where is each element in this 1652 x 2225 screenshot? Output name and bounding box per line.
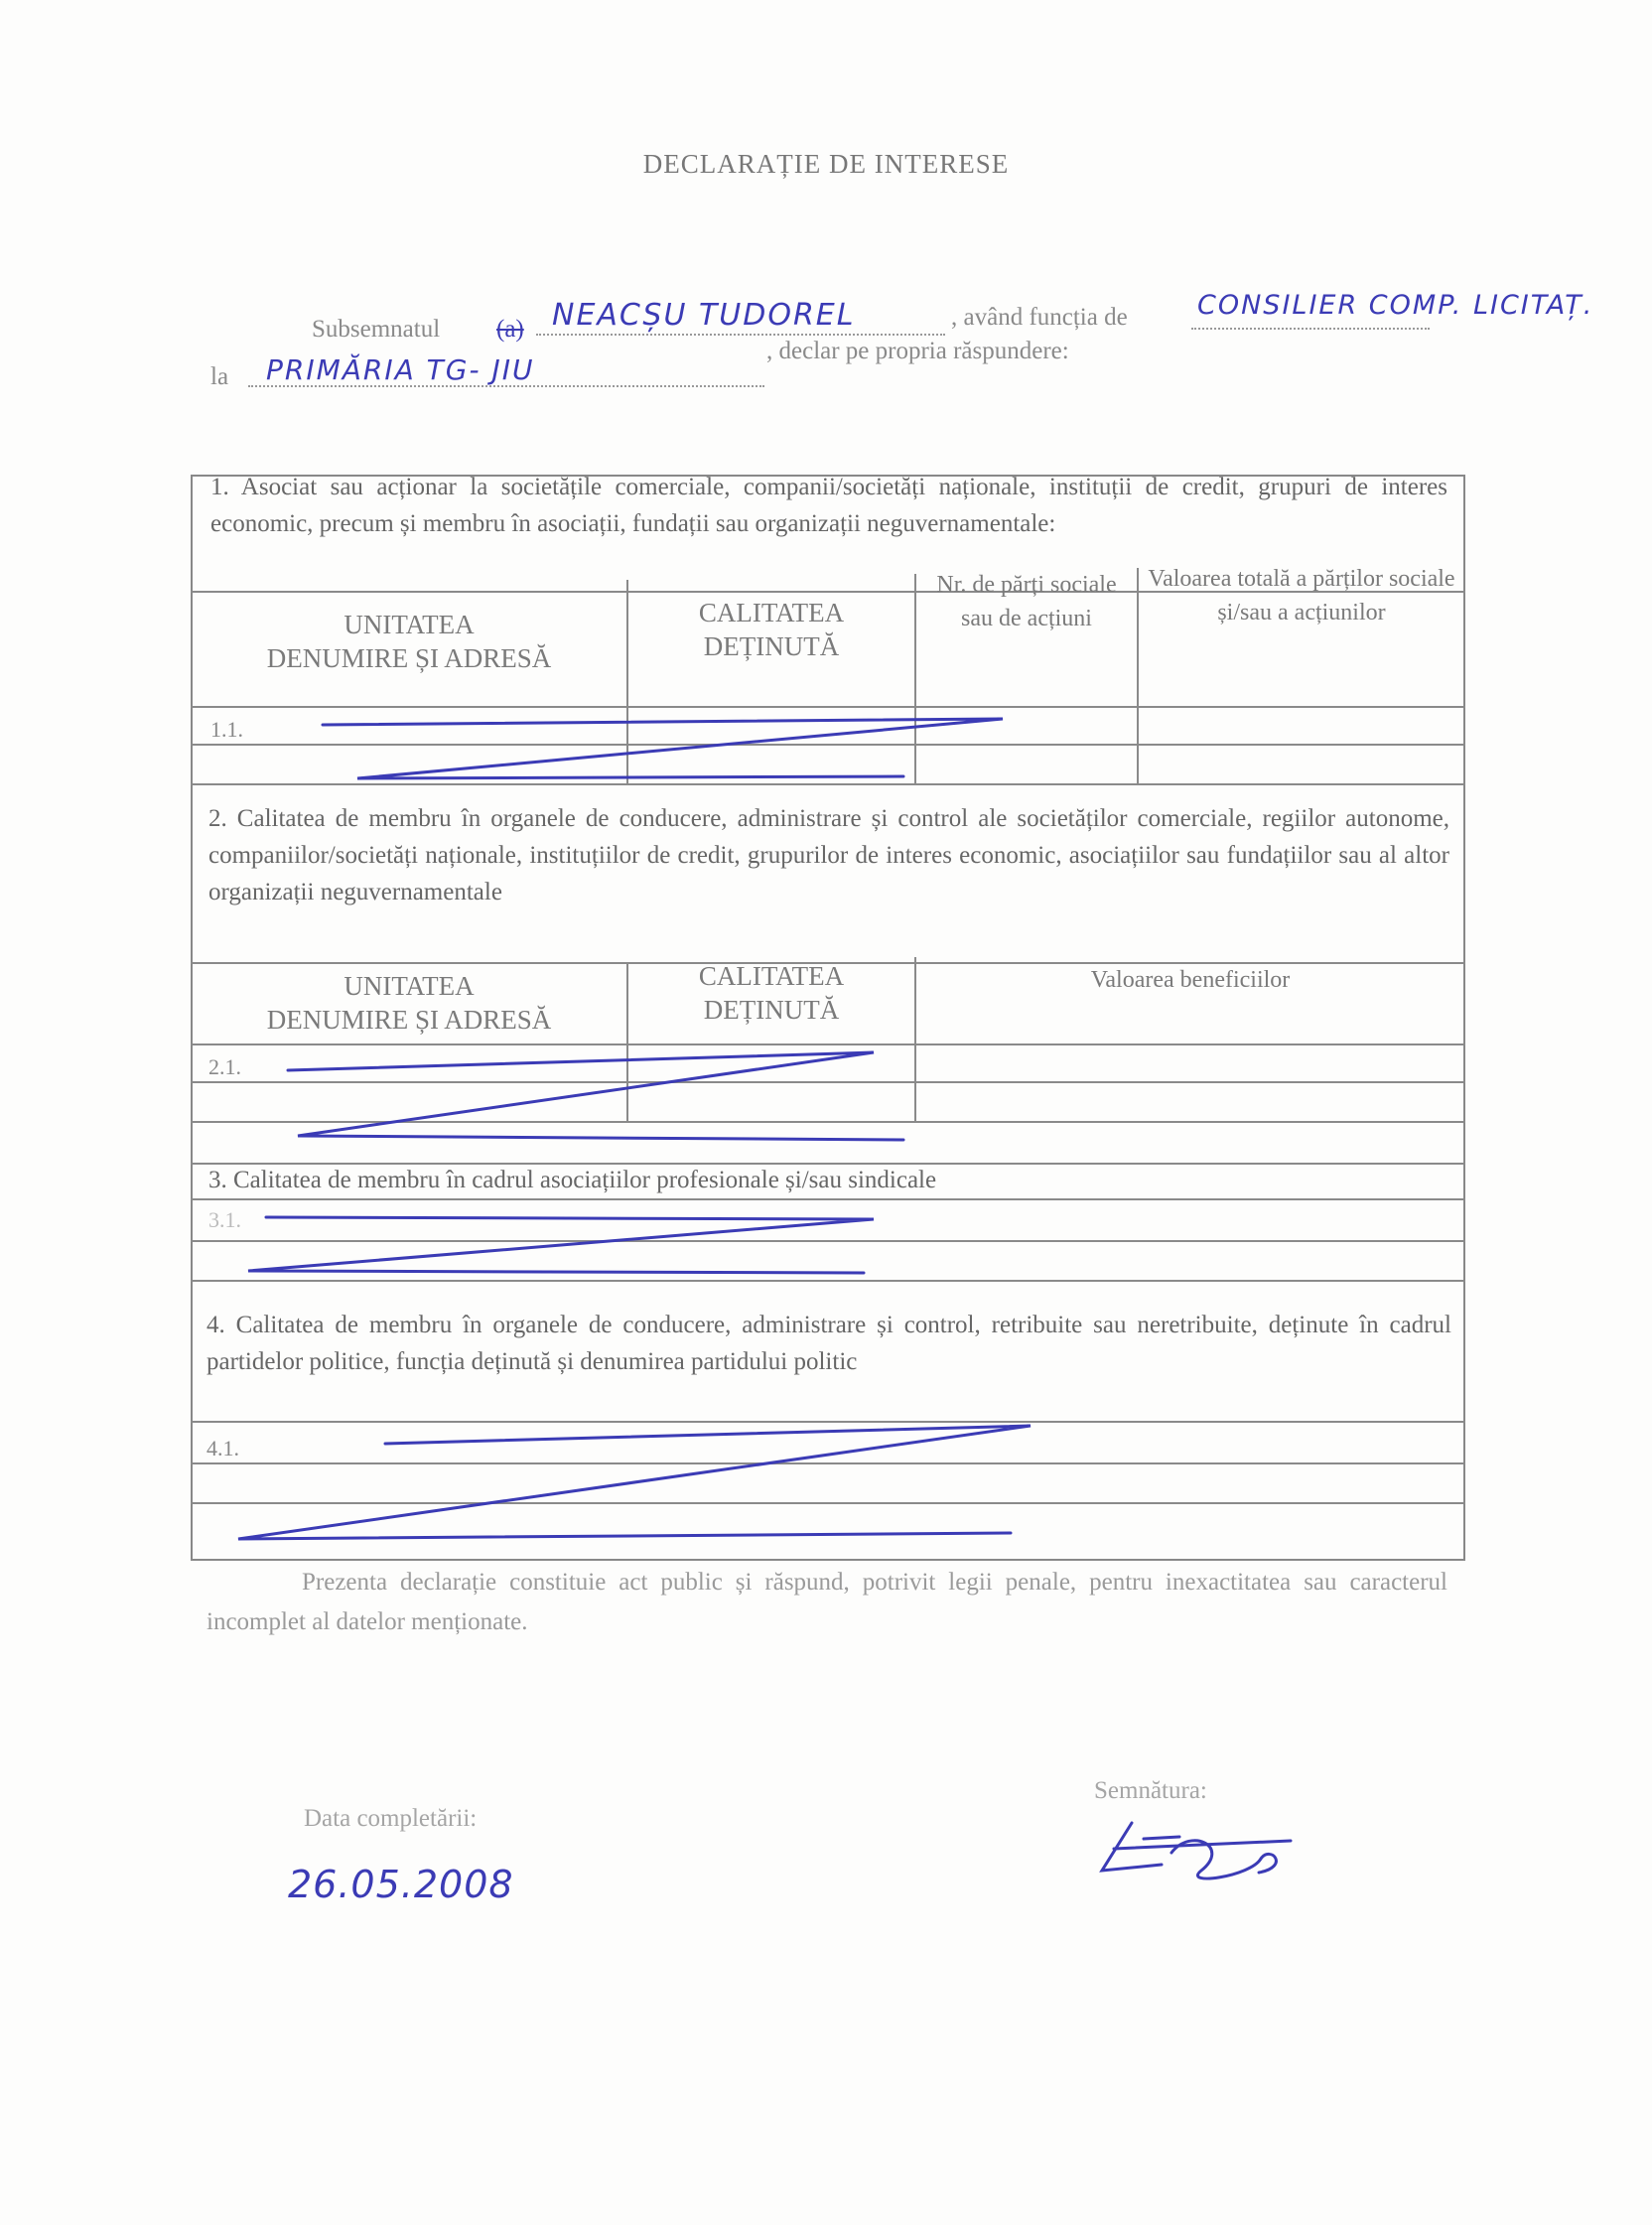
intro-subsemnatul: Subsemnatul: [312, 316, 441, 343]
section2-col-unit-line1: UNITATEA: [344, 971, 475, 1001]
section1-text: 1. Asociat sau acționar la societățile comerciale, companii/societăți naționale, instituții de credit, grupuri de interes economic, precum și membru în asociații, fundații sau organizații neguvernamentale:: [210, 474, 1447, 537]
section1-row-label: 1.1.: [210, 717, 243, 742]
section4-row-label: 4.1.: [206, 1436, 239, 1460]
section1-col-unit-line2: DENUMIRE ȘI ADRESĂ: [266, 643, 552, 673]
section1-col-quality-line2: DEȚINUTĂ: [703, 631, 840, 661]
intro-struck-a: (a): [496, 316, 524, 343]
section1-col-value: Valoarea totală a părților sociale și/sau a acțiunilor: [1148, 566, 1455, 626]
section3-row-label: 3.1.: [208, 1207, 241, 1232]
signature-mark: [1092, 1817, 1301, 1886]
section2-text: 2. Calitatea de membru în organele de conducere, administrare și control ale societăților comerciale, regiilor autonome, companiilor/societăți naționale, instituțiilor de credit, grupurilor de interes economic, asociațiilor sau fundațiilor sau al altor organizații neguvernamentale: [208, 805, 1449, 905]
section2-row-label: 2.1.: [208, 1054, 241, 1079]
section1-col-quality-line1: CALITATEA: [698, 598, 845, 627]
intro-declar: , declar pe propria răspundere:: [766, 338, 1069, 364]
section2-col-quality: [627, 959, 915, 1027]
signature-label: Semnătura:: [1094, 1777, 1207, 1804]
date-value: 26.05.2008: [288, 1863, 514, 1906]
handwritten-institution: PRIMĂRIA TG- JIU: [266, 353, 535, 386]
section2-col-quality-line2: DEȚINUTĂ: [703, 995, 840, 1025]
section1-col-unit: [191, 608, 627, 675]
handwritten-function: CONSILIER COMP. LICITAȚ.: [1197, 290, 1594, 321]
section3-text: 3. Calitatea de membru în cadrul asociațiilor profesionale și/sau sindicale: [208, 1167, 937, 1193]
intro-avand-functia: , având funcția de: [951, 304, 1128, 331]
document-title: DECLARAȚIE DE INTERESE: [642, 149, 1010, 179]
section1-col-quality: [627, 596, 915, 663]
handwritten-name: NEACȘU TUDOREL: [552, 298, 856, 333]
section2-col-quality-line1: CALITATEA: [698, 961, 845, 991]
section4-text: 4. Calitatea de membru în organele de conducere, administrare și control, retribuite sau neretribuite, deținute în cadrul partidelor politice, funcția deținută și denumirea partidului politic: [206, 1312, 1451, 1375]
date-label: Data completării:: [304, 1805, 478, 1832]
section1-col-shares: Nr. de părți sociale sau de acțiuni: [936, 572, 1117, 631]
section2-col-unit-line2: DENUMIRE ȘI ADRESĂ: [266, 1005, 552, 1035]
section2-col-benefits: Valoarea beneficiilor: [1090, 967, 1291, 993]
intro-la: la: [210, 363, 229, 390]
section2-col-unit: [191, 969, 627, 1037]
section1-col-unit-line1: UNITATEA: [344, 610, 475, 639]
footer-statement: Prezenta declarație constituie act public și răspund, potrivit legii penale, pentru inexactitatea sau caracterul incomplet al datelor menționate.: [206, 1569, 1447, 1635]
